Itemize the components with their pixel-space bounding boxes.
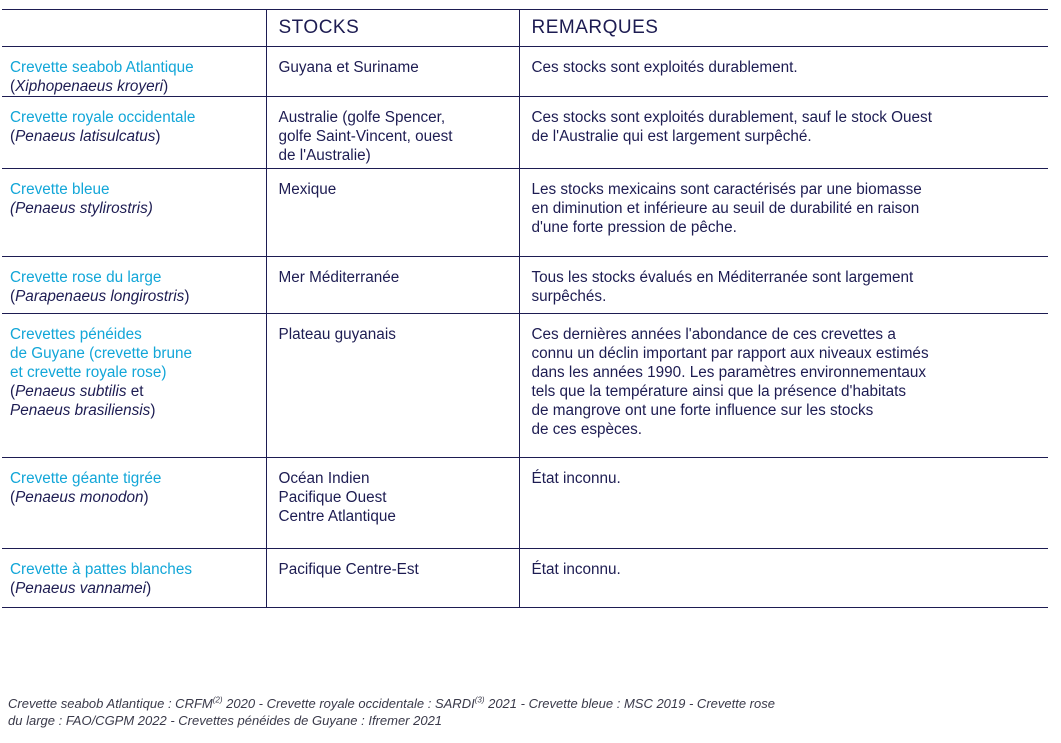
stock-text: Centre Atlantique xyxy=(278,508,396,525)
stocks-table-container xyxy=(2,9,1048,608)
table-row xyxy=(2,458,1048,549)
remark-text: connu un déclin important par rapport aux niveaux estimés xyxy=(531,345,929,362)
stock-text: golfe Saint-Vincent, ouest xyxy=(278,128,453,145)
footnote-ref: (3) xyxy=(474,695,485,705)
remark-text: Ces stocks sont exploités durablement. xyxy=(531,59,798,76)
species-latin-name xyxy=(10,488,256,507)
remark-text: Tous les stocks évalués en Méditerranée sont largement xyxy=(531,269,914,286)
latin-paren: ( xyxy=(10,288,16,305)
table-row xyxy=(2,257,1048,314)
species-latin-name xyxy=(10,579,256,598)
footnote-line-2: du large : FAO/CGPM 2022 - Crevettes pénéides de Guyane : Ifremer 2021 xyxy=(8,713,443,728)
species-latin-name xyxy=(10,401,256,420)
latin-paren: ( xyxy=(10,489,16,506)
stock-text: Pacifique Centre-Est xyxy=(278,561,419,578)
species-latin-name xyxy=(10,127,256,146)
remark-text: Ces dernières années l'abondance de ces crevettes a xyxy=(531,326,896,343)
species-latin-name xyxy=(10,287,256,306)
remark-text: Les stocks mexicains sont caractérisés par une biomasse xyxy=(531,181,922,198)
latin-text: Xiphopenaeus kroyeri xyxy=(15,78,164,95)
stock-text: Pacifique Ouest xyxy=(278,489,387,506)
latin-text: (Penaeus stylirostris) xyxy=(10,200,153,217)
species-latin-name xyxy=(10,382,256,401)
latin-connector: et xyxy=(126,383,144,400)
table-row xyxy=(2,47,1048,97)
stock-text: Guyana et Suriname xyxy=(278,59,419,76)
species-common-name: de Guyane (crevette brune xyxy=(10,345,192,362)
header-species xyxy=(2,10,266,47)
species-cell xyxy=(2,458,266,549)
stocks-table xyxy=(2,9,1048,608)
remark-cell xyxy=(519,47,1048,97)
table-row xyxy=(2,97,1048,169)
remark-text: d'une forte pression de pêche. xyxy=(531,219,737,236)
latin-text: Penaeus vannamei xyxy=(15,580,147,597)
table-row xyxy=(2,314,1048,458)
remark-text: État inconnu. xyxy=(531,470,621,487)
species-common-name: Crevette géante tigrée xyxy=(10,470,162,487)
latin-paren: ) xyxy=(143,489,149,506)
stock-cell xyxy=(266,458,519,549)
remark-text: en diminution et inférieure au seuil de durabilité en raison xyxy=(531,200,920,217)
footnote-text: 2021 - Crevette bleue : MSC 2019 - Crevette rose xyxy=(484,696,775,711)
stock-cell xyxy=(266,97,519,169)
stock-cell xyxy=(266,47,519,97)
species-latin-name xyxy=(10,77,256,96)
species-common-name: Crevettes pénéides xyxy=(10,326,142,343)
remark-text: de l'Australie qui est largement surpêché. xyxy=(531,128,812,145)
latin-text: Penaeus subtilis xyxy=(15,383,127,400)
remark-text: dans les années 1990. Les paramètres environnementaux xyxy=(531,364,927,381)
footnote-ref: (2) xyxy=(212,695,223,705)
species-common-name: Crevette seabob Atlantique xyxy=(10,59,194,76)
stock-text: Océan Indien xyxy=(278,470,370,487)
latin-text: Penaeus monodon xyxy=(15,489,144,506)
remark-text: tels que la température ainsi que la présence d'habitats xyxy=(531,383,907,400)
species-latin-name xyxy=(10,199,256,218)
latin-paren: ( xyxy=(10,78,16,95)
table-row xyxy=(2,549,1048,608)
table-header-row xyxy=(2,10,1048,47)
remark-cell xyxy=(519,97,1048,169)
remark-text: de ces espèces. xyxy=(531,421,643,438)
species-common-name: Crevette royale occidentale xyxy=(10,109,196,126)
stock-text: de l'Australie) xyxy=(278,147,371,164)
stock-cell xyxy=(266,257,519,314)
stock-text: Mexique xyxy=(278,181,337,198)
remark-text: de mangrove ont une forte influence sur les stocks xyxy=(531,402,874,419)
remark-cell xyxy=(519,549,1048,608)
stock-cell xyxy=(266,169,519,257)
remark-text: État inconnu. xyxy=(531,561,621,578)
species-common-name: Crevette à pattes blanches xyxy=(10,561,192,578)
remark-cell xyxy=(519,257,1048,314)
remark-text: surpêchés. xyxy=(531,288,607,305)
species-common-name: Crevette bleue xyxy=(10,181,110,198)
latin-paren: ) xyxy=(155,128,161,145)
species-cell xyxy=(2,257,266,314)
latin-paren: ) xyxy=(184,288,190,305)
stock-text: Mer Méditerranée xyxy=(278,269,400,286)
species-cell xyxy=(2,169,266,257)
footnote-text: Crevette seabob Atlantique : CRFM xyxy=(8,696,213,711)
remark-cell xyxy=(519,169,1048,257)
latin-paren: ( xyxy=(10,580,16,597)
remark-cell xyxy=(519,458,1048,549)
header-stocks: STOCKS xyxy=(266,10,519,47)
stock-text: Australie (golfe Spencer, xyxy=(278,109,446,126)
stock-text: Plateau guyanais xyxy=(278,326,396,343)
latin-text: Parapenaeus longirostris xyxy=(15,288,185,305)
species-common-name: et crevette royale rose) xyxy=(10,364,167,381)
source-footnote xyxy=(8,695,1008,729)
species-cell xyxy=(2,549,266,608)
latin-text: Penaeus brasiliensis xyxy=(10,402,151,419)
species-common-name: Crevette rose du large xyxy=(10,269,162,286)
species-cell xyxy=(2,314,266,458)
header-remarks: REMARQUES xyxy=(519,10,1048,47)
table-row xyxy=(2,169,1048,257)
latin-paren: ) xyxy=(150,402,156,419)
species-cell xyxy=(2,97,266,169)
stock-cell xyxy=(266,549,519,608)
latin-paren: ) xyxy=(163,78,169,95)
latin-paren: ( xyxy=(10,383,16,400)
latin-paren: ( xyxy=(10,128,16,145)
footnote-text: 2020 - Crevette royale occidentale : SARDI xyxy=(222,696,475,711)
species-cell xyxy=(2,47,266,97)
table-body xyxy=(2,47,1048,608)
remark-cell xyxy=(519,314,1048,458)
latin-paren: ) xyxy=(146,580,152,597)
stock-cell xyxy=(266,314,519,458)
remark-text: Ces stocks sont exploités durablement, sauf le stock Ouest xyxy=(531,109,932,126)
latin-text: Penaeus latisulcatus xyxy=(15,128,156,145)
footnote-line-1 xyxy=(8,695,1008,712)
